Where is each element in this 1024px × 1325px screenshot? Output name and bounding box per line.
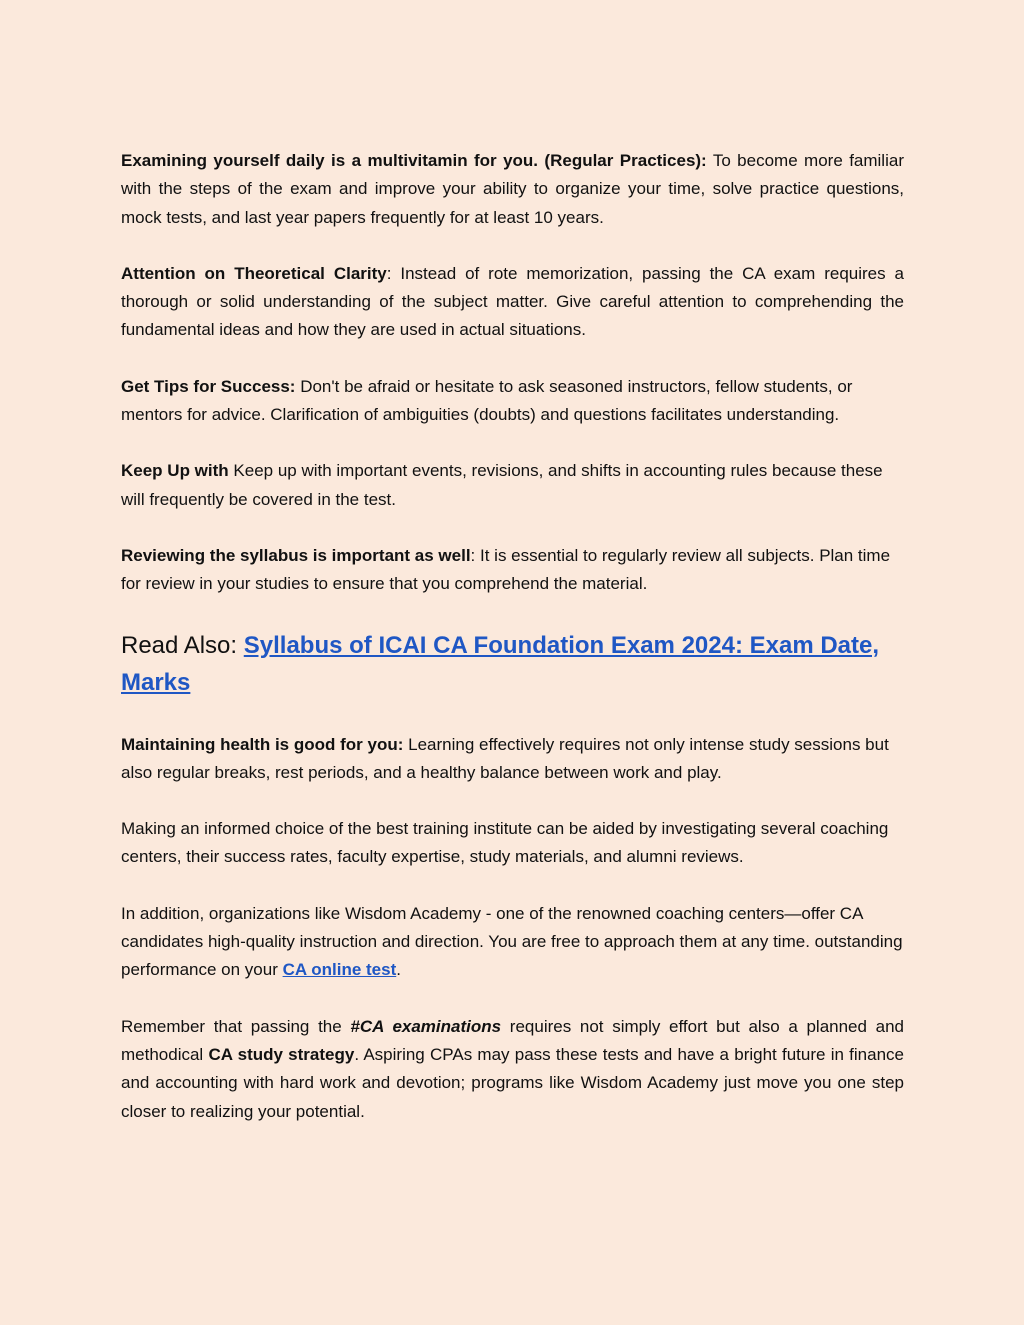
heading-regular-practice: Examining yourself daily is a multivitamin for you. (Regular Practices): (121, 151, 707, 170)
text-keep-up: Keep up with important events, revisions, and shifts in accounting rules because these will frequently be covered in the test. (121, 461, 883, 509)
heading-syllabus-review: Reviewing the syllabus is important as well (121, 545, 471, 565)
paragraph-keep-up (121, 457, 904, 514)
paragraph-theoretical-clarity (121, 260, 904, 345)
text-conclusion-1: Remember that passing the (121, 1016, 351, 1036)
heading-tips-success: Get Tips for Success: (121, 376, 296, 396)
read-also-heading (121, 627, 904, 701)
heading-health: Maintaining health is good for you: (121, 734, 404, 754)
text-tips-success: Don't be afraid or hesitate to ask seasoned instructors, fellow students, or mentors for advice. Clarification of ambiguities (doubts) and questions facilitates understanding. (121, 376, 853, 425)
paragraph-regular-practice (121, 147, 904, 232)
ca-online-test-link[interactable]: CA online test (282, 960, 397, 980)
text-syllabus-review: : It is essential to regularly review all subjects. Plan time for review in your studies to ensure that you comprehend the material. (121, 545, 891, 594)
heading-theoretical-clarity: Attention on Theoretical Clarity (121, 263, 387, 283)
text-conclusion-3: . Aspiring CPAs may pass these tests and have a bright future in finance and accounting with hard work and devotion; programs like Wisdom Academy just move you one step closer to realizing your potential. (121, 1044, 904, 1121)
syllabus-link[interactable]: Syllabus of ICAI CA Foundation Exam 2024: Exam Date, Marks (121, 631, 880, 696)
paragraph-health (121, 731, 904, 788)
text-regular-practice: To become more familiar with the steps of the exam and improve your ability to organize your time, solve practice questions, mock tests, and last year papers frequently for at least 10 years. (121, 151, 904, 227)
text-theoretical-clarity: : Instead of rote memorization, passing the CA exam requires a thorough or solid understanding of the subject matter. Give careful attention to comprehending the fundamental ideas and how they are used in actual situations. (121, 263, 904, 340)
text-wisdom-academy: In addition, organizations like Wisdom Academy - one of the renowned coaching centers—offer CA candidates high-quality instruction and direction. You are free to approach them at any time. outstanding performance on your (121, 903, 903, 980)
text-health: Learning effectively requires not only intense study sessions but also regular breaks, rest periods, and a healthy balance between work and play. (121, 734, 889, 782)
text-wisdom-academy-end: . (396, 960, 401, 980)
paragraph-syllabus-review (121, 542, 904, 599)
text-conclusion-2: requires not simply effort but also a planned and methodical (121, 1016, 905, 1064)
paragraph-tips-success (121, 373, 904, 430)
read-also-label: Read Also: (121, 631, 244, 659)
paragraph-wisdom-academy (121, 900, 904, 985)
heading-keep-up: Keep Up with (121, 461, 229, 481)
paragraph-conclusion (121, 1013, 904, 1126)
paragraph-informed-choice: Making an informed choice of the best training institute can be aided by investigating several coaching centers, their success rates, faculty expertise, study materials, and alumni reviews. (121, 819, 889, 867)
ca-study-strategy: CA study strategy (208, 1044, 355, 1064)
ca-examinations-emphasis: #CA examinations (350, 1016, 502, 1036)
